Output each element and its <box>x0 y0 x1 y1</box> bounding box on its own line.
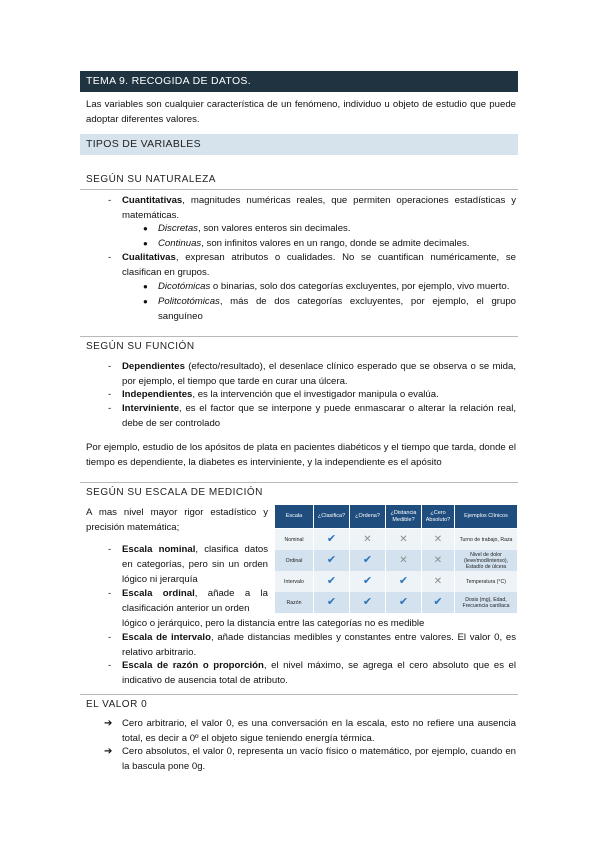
dot-bullet: ● <box>143 224 148 233</box>
list-item-cero-absoluto: Cero absolutos, el valor 0, representa un vacío físico o matemático, por ejemplo, cuando en la bascula pone 0g. <box>122 746 516 772</box>
list-item-interviniente: Interviniente, es el factor que se interpone y puede enmascarar o alterar la relación real, debe de ser controlado <box>122 403 516 429</box>
list-item-dicotomicas: Dicotómicas o binarias, solo dos categorías excluyentes, por ejemplo, vivo muerto. <box>158 281 510 292</box>
scale-comparison-table <box>275 505 517 613</box>
cross-icon: ✕ <box>422 571 454 592</box>
check-icon: ✔ <box>314 529 349 550</box>
table-header: Ejemplos Clínicos <box>455 505 517 528</box>
list-item-cero-arbitrario: Cero arbitrario, el valor 0, es una conversación en la escala, esto no refiere una ausencia total, es decir a 0º el objeto sigue teniendo energía térmica. <box>122 718 516 744</box>
check-icon: ✔ <box>314 550 349 571</box>
dash-bullet: - <box>108 632 112 643</box>
divider <box>80 189 518 190</box>
cross-icon: ✕ <box>386 550 421 571</box>
heading-valor0: EL VALOR 0 <box>86 699 148 710</box>
check-icon: ✔ <box>314 571 349 592</box>
intro-paragraph: Las variables son cualquier característica de un fenómeno, individuo u objeto de estudio que puede adoptar diferentes valores. <box>86 99 516 125</box>
arrow-right-icon: ➔ <box>104 718 113 729</box>
dash-bullet: - <box>108 361 112 372</box>
list-item-politcotomicas: Politcotómicas, más de dos categorías excluyentes, por ejemplo, el grupo sanguíneo <box>158 296 516 322</box>
dash-bullet: - <box>108 195 112 206</box>
table-cell-example: Temperatura (°C) <box>455 571 517 592</box>
heading-funcion: SEGÚN SU FUNCIÓN <box>86 341 195 352</box>
list-item-continuas: Continuas, son infinitos valores en un rango, donde se admite decimales. <box>158 238 470 249</box>
check-icon: ✔ <box>386 571 421 592</box>
table-header: Escala <box>275 505 313 528</box>
list-item-escala-ordinal: Escala ordinal, añade a la clasificación anterior un orden <box>122 588 268 614</box>
check-icon: ✔ <box>350 550 385 571</box>
table-cell-scale: Ordinal <box>275 550 313 571</box>
section-bar-tipos: TIPOS DE VARIABLES <box>80 134 518 155</box>
table-header: ¿Ordena? <box>350 505 385 528</box>
table-header: ¿Cero Absoluto? <box>422 505 454 528</box>
table-header: ¿Clasifica? <box>314 505 349 528</box>
divider <box>80 694 518 695</box>
escala-intro: A mas nivel mayor rigor estadístico y precisión matemática; <box>86 507 268 533</box>
check-icon: ✔ <box>350 592 385 613</box>
dot-bullet: ● <box>143 282 148 291</box>
table-cell-scale: Nominal <box>275 529 313 550</box>
list-item-escala-intervalo: Escala de intervalo, añade distancias medibles y constantes entre valores. El valor 0, es relativo arbitrario. <box>122 632 516 658</box>
dash-bullet: - <box>108 544 112 555</box>
escala-ordinal-continuation: lógico o jerárquico, pero la distancia entre las categorías no es medible <box>122 618 425 629</box>
list-item-cualitativas: Cualitativas, expresan atributos o cualidades. No se cuantifican numéricamente, se clasifican en grupos. <box>122 252 516 278</box>
table-cell-scale: Razón <box>275 592 313 613</box>
dash-bullet: - <box>108 588 112 599</box>
check-icon: ✔ <box>314 592 349 613</box>
table-header: ¿Distancia Medible? <box>386 505 421 528</box>
table-cell-example: Turno de trabajo, Raza <box>455 529 517 550</box>
cross-icon: ✕ <box>422 529 454 550</box>
list-item-discretas: Discretas, son valores enteros sin decimales. <box>158 223 351 234</box>
table-cell-example: Dosis (mg), Edad, Frecuencia cardíaca <box>455 592 517 613</box>
divider <box>80 336 518 337</box>
check-icon: ✔ <box>350 571 385 592</box>
divider <box>80 482 518 483</box>
check-icon: ✔ <box>422 592 454 613</box>
cross-icon: ✕ <box>386 529 421 550</box>
dash-bullet: - <box>108 403 112 414</box>
cross-icon: ✕ <box>350 529 385 550</box>
dot-bullet: ● <box>143 297 148 306</box>
dot-bullet: ● <box>143 239 148 248</box>
list-item-cuantitativas: Cuantitativas, magnitudes numéricas reales, que permiten operaciones estadísticas y matemáticas. <box>122 195 516 221</box>
page-title: TEMA 9. RECOGIDA DE DATOS. <box>80 71 518 92</box>
arrow-right-icon: ➔ <box>104 746 113 757</box>
list-item-escala-razon: Escala de razón o proporción, el nivel máximo, se agrega el cero absoluto que es el indicativo de ausencia total de atributo. <box>122 660 517 686</box>
list-item-dependientes: Dependientes (efecto/resultado), el desenlace clínico esperado que se observa o se mida, por ejemplo, el tiempo que tarde en curar una úlcera. <box>122 361 516 387</box>
list-item-escala-nominal: Escala nominal, clasifica datos en categorías, pero sin un orden lógico ni jerarquía <box>122 544 268 585</box>
dash-bullet: - <box>108 660 112 671</box>
dash-bullet: - <box>108 252 112 263</box>
table-cell-example: Nivel de dolor (leve/mod/intenso), Estadío de úlcera <box>455 550 517 571</box>
dash-bullet: - <box>108 389 112 400</box>
list-item-independientes: Independientes, es la intervención que el investigador manipula o evalúa. <box>122 389 439 400</box>
table-cell-scale: Intervalo <box>275 571 313 592</box>
funcion-example-paragraph: Por ejemplo, estudio de los apósitos de plata en pacientes diabéticos y el tiempo que tarda, donde el tiempo es dependiente, la diabetes es interviniente, y la independiente es el apósito <box>86 442 516 468</box>
heading-escala: SEGÚN SU ESCALA DE MEDICIÓN <box>86 487 263 498</box>
check-icon: ✔ <box>386 592 421 613</box>
cross-icon: ✕ <box>422 550 454 571</box>
heading-naturaleza: SEGÚN SU NATURALEZA <box>86 174 216 185</box>
